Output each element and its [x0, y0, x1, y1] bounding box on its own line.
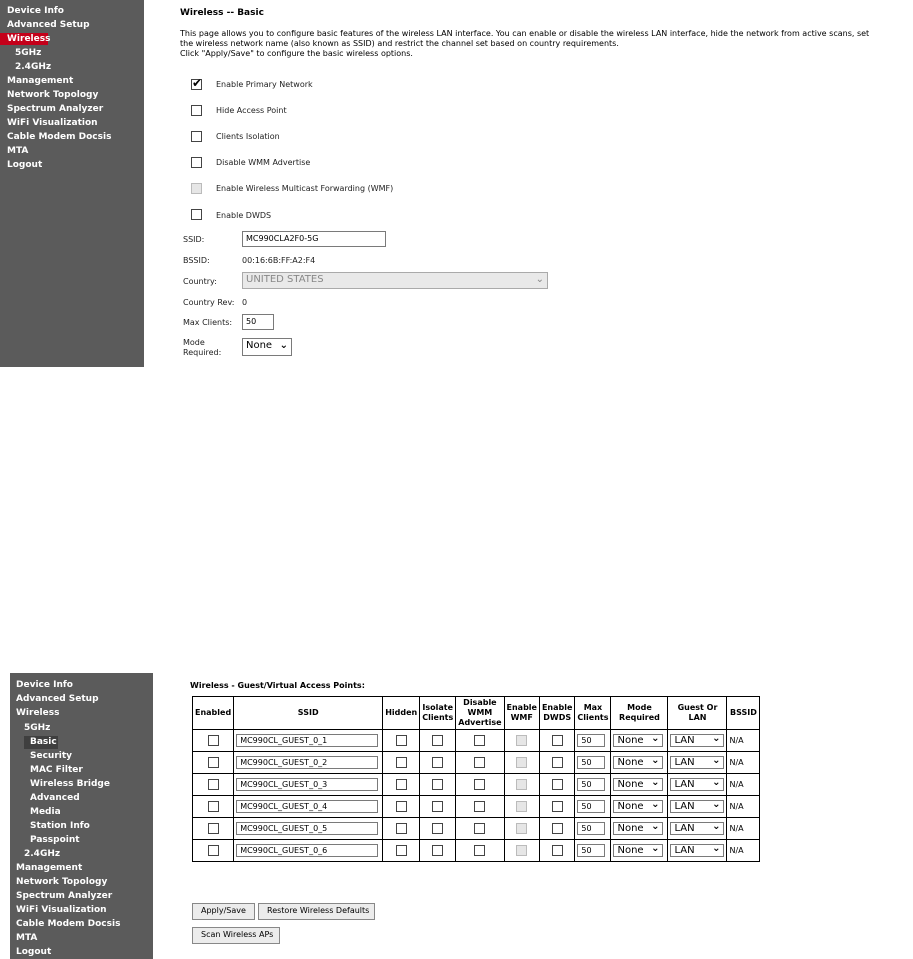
- chevron-down-icon: ⌄: [651, 755, 660, 766]
- enable-wmf-checkbox: [516, 757, 527, 768]
- enabled-checkbox[interactable]: [208, 845, 219, 856]
- enabled-checkbox[interactable]: [208, 823, 219, 834]
- isolate-clients-checkbox[interactable]: [432, 845, 443, 856]
- cell-ssid: [234, 840, 383, 862]
- ssid-input[interactable]: MC990CL_GUEST_0_2: [236, 756, 378, 769]
- nav-logout[interactable]: Logout: [7, 160, 43, 170]
- country-rev-value: 0: [242, 298, 248, 307]
- guest-or-lan-select[interactable]: [670, 778, 724, 791]
- cell-lan: [668, 752, 727, 774]
- cell-wmf: [504, 796, 539, 818]
- enable-wmf-checkbox: [191, 183, 202, 194]
- disable-wmm-checkbox[interactable]: [474, 757, 485, 768]
- enable-dwds-checkbox[interactable]: [552, 845, 563, 856]
- nav-2-4ghz[interactable]: 2.4GHz: [15, 62, 52, 72]
- mode-required-label-line1: Mode: [183, 338, 205, 347]
- page-title: Wireless -- Basic: [180, 8, 264, 18]
- scan-wireless-aps-button[interactable]: Scan Wireless APs: [192, 927, 280, 944]
- max-clients-input[interactable]: 50: [577, 734, 605, 747]
- nav-station-info[interactable]: Station Info: [30, 821, 90, 831]
- chevron-down-icon: ⌄: [712, 821, 721, 832]
- guest-or-lan-select[interactable]: [670, 756, 724, 769]
- mode-value: None: [617, 735, 644, 746]
- cell-wmm: [456, 818, 504, 840]
- hidden-checkbox[interactable]: [396, 779, 407, 790]
- country-select: [242, 272, 548, 289]
- chevron-down-icon: ⌄: [651, 733, 660, 744]
- cell-wmf: [504, 752, 539, 774]
- table-row: [193, 730, 760, 752]
- mode-required-select[interactable]: [613, 778, 663, 791]
- cell-wmm: [456, 840, 504, 862]
- cell-max: [575, 796, 611, 818]
- cell-bssid: N/A: [727, 774, 760, 796]
- nav-spectrum-analyzer[interactable]: Spectrum Analyzer: [7, 104, 104, 114]
- lan-value: LAN: [674, 845, 695, 856]
- disable-wmm-checkbox[interactable]: [474, 845, 485, 856]
- disable-wmm-advertise-label: Disable WMM Advertise: [216, 158, 311, 167]
- nav-wireless-bridge[interactable]: Wireless Bridge: [30, 779, 110, 789]
- nav-advanced-setup[interactable]: Advanced Setup: [16, 694, 99, 704]
- lan-value: LAN: [674, 735, 695, 746]
- enable-wmf-checkbox: [516, 735, 527, 746]
- nav-device-info[interactable]: Device Info: [16, 680, 73, 690]
- cell-wmm: [456, 774, 504, 796]
- cell-dwds: [539, 796, 574, 818]
- cell-hidden: [383, 818, 420, 840]
- cell-dwds: [539, 840, 574, 862]
- enable-dwds-checkbox[interactable]: [552, 823, 563, 834]
- cell-bssid: N/A: [727, 840, 760, 862]
- lan-value: LAN: [674, 757, 695, 768]
- mode-value: None: [617, 845, 644, 856]
- nav-logout[interactable]: Logout: [16, 947, 52, 957]
- nav-cable-modem-docsis[interactable]: Cable Modem Docsis: [16, 919, 121, 929]
- hidden-checkbox[interactable]: [396, 757, 407, 768]
- restore-wireless-defaults-button[interactable]: Restore Wireless Defaults: [258, 903, 375, 920]
- mode-value: None: [617, 757, 644, 768]
- table-row: [193, 840, 760, 862]
- nav-mta[interactable]: MTA: [7, 146, 29, 156]
- cell-lan: [668, 840, 727, 862]
- nav-advanced-setup[interactable]: Advanced Setup: [7, 20, 90, 30]
- cell-enabled: [193, 796, 234, 818]
- max-clients-input[interactable]: 50: [577, 844, 605, 857]
- enable-wmf-label: Enable Wireless Multicast Forwarding (WMF): [216, 184, 394, 193]
- nav-2-4ghz[interactable]: 2.4GHz: [24, 849, 61, 859]
- chevron-down-icon: ⌄: [712, 733, 721, 744]
- nav-wireless[interactable]: Wireless: [7, 34, 51, 44]
- cell-wmf: [504, 840, 539, 862]
- mode-value: None: [617, 823, 644, 834]
- guest-ap-table: [192, 696, 760, 862]
- mode-required-select[interactable]: [613, 734, 663, 747]
- ssid-input[interactable]: MC990CLA2F0-5G: [242, 231, 386, 247]
- nav-5ghz[interactable]: 5GHz: [15, 48, 42, 58]
- nav-security[interactable]: Security: [30, 751, 73, 761]
- cell-mode: [611, 796, 668, 818]
- nav-network-topology[interactable]: Network Topology: [7, 90, 99, 100]
- col-enabled: Enabled: [193, 697, 234, 730]
- cell-bssid: N/A: [727, 796, 760, 818]
- col-max-clients: Max Clients: [575, 697, 611, 730]
- cell-lan: [668, 818, 727, 840]
- col-disable-wmm: Disable WMM Advertise: [456, 697, 504, 730]
- hidden-checkbox[interactable]: [396, 735, 407, 746]
- apply-save-button[interactable]: Apply/Save: [192, 903, 255, 920]
- enabled-checkbox[interactable]: [208, 735, 219, 746]
- nav-wifi-visualization[interactable]: WiFi Visualization: [16, 905, 107, 915]
- lan-value: LAN: [674, 823, 695, 834]
- clients-isolation-label: Clients Isolation: [216, 132, 280, 141]
- cell-mode: [611, 730, 668, 752]
- nav-network-topology[interactable]: Network Topology: [16, 877, 108, 887]
- col-ssid: SSID: [234, 697, 383, 730]
- ssid-input[interactable]: MC990CL_GUEST_0_6: [236, 844, 378, 857]
- hidden-checkbox[interactable]: [396, 823, 407, 834]
- ssid-input[interactable]: MC990CL_GUEST_0_3: [236, 778, 378, 791]
- cell-dwds: [539, 752, 574, 774]
- cell-hidden: [383, 840, 420, 862]
- col-enable-dwds: Enable DWDS: [539, 697, 574, 730]
- col-guest-or-lan: Guest Or LAN: [668, 697, 727, 730]
- enable-wmf-checkbox: [516, 845, 527, 856]
- chevron-down-icon: ⌄: [712, 777, 721, 788]
- disable-wmm-checkbox[interactable]: [474, 823, 485, 834]
- nav-advanced[interactable]: Advanced: [30, 793, 80, 803]
- nav-spectrum-analyzer[interactable]: Spectrum Analyzer: [16, 891, 113, 901]
- nav-wifi-visualization[interactable]: WiFi Visualization: [7, 118, 98, 128]
- bssid-label: BSSID:: [183, 256, 210, 265]
- chevron-down-icon: ⌄: [279, 340, 288, 351]
- guest-or-lan-select[interactable]: [670, 844, 724, 857]
- mode-required-select[interactable]: [613, 844, 663, 857]
- max-clients-input[interactable]: 50: [577, 756, 605, 769]
- col-isolate-clients: Isolate Clients: [420, 697, 456, 730]
- sidebar-bottom: [10, 673, 153, 959]
- country-select-value: UNITED STATES: [246, 274, 324, 285]
- hidden-checkbox[interactable]: [396, 845, 407, 856]
- mode-value: None: [617, 779, 644, 790]
- enable-dwds-checkbox[interactable]: [552, 801, 563, 812]
- chevron-down-icon: ⌄: [651, 843, 660, 854]
- cell-max: [575, 730, 611, 752]
- cell-hidden: [383, 730, 420, 752]
- cell-max: [575, 752, 611, 774]
- cell-max: [575, 840, 611, 862]
- sidebar-top: [0, 0, 144, 367]
- guest-or-lan-select[interactable]: [670, 822, 724, 835]
- enable-wmf-checkbox: [516, 779, 527, 790]
- nav-management[interactable]: Management: [16, 863, 83, 873]
- cell-isolate: [420, 730, 456, 752]
- cell-lan: [668, 774, 727, 796]
- cell-mode: [611, 774, 668, 796]
- nav-basic[interactable]: Basic: [30, 737, 57, 747]
- country-rev-label: Country Rev:: [183, 298, 235, 307]
- isolate-clients-checkbox[interactable]: [432, 779, 443, 790]
- hidden-checkbox[interactable]: [396, 801, 407, 812]
- cell-wmm: [456, 752, 504, 774]
- nav-mta[interactable]: MTA: [16, 933, 38, 943]
- nav-cable-modem-docsis[interactable]: Cable Modem Docsis: [7, 132, 112, 142]
- ssid-label: SSID:: [183, 235, 205, 244]
- isolate-clients-checkbox[interactable]: [432, 823, 443, 834]
- cell-mode: [611, 752, 668, 774]
- ssid-input[interactable]: MC990CL_GUEST_0_4: [236, 800, 378, 813]
- cell-ssid: [234, 730, 383, 752]
- enable-dwds-checkbox[interactable]: [191, 209, 202, 220]
- enabled-checkbox[interactable]: [208, 779, 219, 790]
- chevron-down-icon: ⌄: [651, 821, 660, 832]
- table-row: [193, 818, 760, 840]
- guest-or-lan-select[interactable]: [670, 734, 724, 747]
- table-row: [193, 796, 760, 818]
- cell-isolate: [420, 752, 456, 774]
- cell-wmf: [504, 818, 539, 840]
- disable-wmm-checkbox[interactable]: [474, 735, 485, 746]
- cell-isolate: [420, 840, 456, 862]
- enable-primary-network-label: Enable Primary Network: [216, 80, 313, 89]
- cell-isolate: [420, 818, 456, 840]
- mode-required-label-line2: Required:: [183, 348, 222, 357]
- enabled-checkbox[interactable]: [208, 757, 219, 768]
- ssid-input[interactable]: MC990CL_GUEST_0_5: [236, 822, 378, 835]
- isolate-clients-checkbox[interactable]: [432, 801, 443, 812]
- chevron-down-icon: ⌄: [712, 843, 721, 854]
- cell-mode: [611, 818, 668, 840]
- max-clients-input[interactable]: 50: [577, 822, 605, 835]
- disable-wmm-checkbox[interactable]: [474, 801, 485, 812]
- mode-value: None: [617, 801, 644, 812]
- cell-ssid: [234, 774, 383, 796]
- cell-ssid: [234, 796, 383, 818]
- mode-required-value: None: [246, 340, 273, 351]
- guest-title: Wireless - Guest/Virtual Access Points:: [190, 681, 365, 690]
- nav-device-info[interactable]: Device Info: [7, 6, 64, 16]
- cell-dwds: [539, 730, 574, 752]
- col-bssid: BSSID: [727, 697, 760, 730]
- cell-dwds: [539, 774, 574, 796]
- clients-isolation-checkbox[interactable]: [191, 131, 202, 142]
- max-clients-input[interactable]: 50: [577, 800, 605, 813]
- col-enable-wmf: Enable WMF: [504, 697, 539, 730]
- cell-max: [575, 774, 611, 796]
- enable-wmf-checkbox: [516, 823, 527, 834]
- lan-value: LAN: [674, 801, 695, 812]
- page-description-apply: Click "Apply/Save" to configure the basic wireless options.: [180, 49, 413, 58]
- cell-mode: [611, 840, 668, 862]
- max-clients-input[interactable]: 50: [242, 314, 274, 330]
- cell-ssid: [234, 752, 383, 774]
- bssid-value: 00:16:6B:FF:A2:F4: [242, 256, 316, 265]
- disable-wmm-checkbox[interactable]: [474, 779, 485, 790]
- max-clients-label: Max Clients:: [183, 318, 233, 327]
- enable-wmf-checkbox: [516, 801, 527, 812]
- nav-5ghz[interactable]: 5GHz: [24, 723, 51, 733]
- cell-wmm: [456, 796, 504, 818]
- mode-required-select[interactable]: [613, 756, 663, 769]
- enable-dwds-checkbox[interactable]: [552, 735, 563, 746]
- cell-isolate: [420, 774, 456, 796]
- enable-dwds-label: Enable DWDS: [216, 211, 272, 220]
- isolate-clients-checkbox[interactable]: [432, 735, 443, 746]
- enabled-checkbox[interactable]: [208, 801, 219, 812]
- hide-access-point-label: Hide Access Point: [216, 106, 287, 115]
- cell-enabled: [193, 818, 234, 840]
- enable-dwds-checkbox[interactable]: [552, 757, 563, 768]
- chevron-down-icon: ⌄: [535, 274, 544, 285]
- cell-isolate: [420, 796, 456, 818]
- nav-mac-filter[interactable]: MAC Filter: [30, 765, 83, 775]
- cell-max: [575, 818, 611, 840]
- cell-hidden: [383, 774, 420, 796]
- mode-required-select[interactable]: [613, 822, 663, 835]
- isolate-clients-checkbox[interactable]: [432, 757, 443, 768]
- country-label: Country:: [183, 277, 217, 286]
- cell-enabled: [193, 840, 234, 862]
- chevron-down-icon: ⌄: [651, 777, 660, 788]
- cell-wmm: [456, 730, 504, 752]
- cell-enabled: [193, 752, 234, 774]
- cell-hidden: [383, 752, 420, 774]
- disable-wmm-advertise-checkbox[interactable]: [191, 157, 202, 168]
- lan-value: LAN: [674, 779, 695, 790]
- enable-dwds-checkbox[interactable]: [552, 779, 563, 790]
- nav-passpoint[interactable]: Passpoint: [30, 835, 80, 845]
- max-clients-input[interactable]: 50: [577, 778, 605, 791]
- enable-primary-network-checkbox[interactable]: ✔: [192, 76, 203, 90]
- col-mode-required: Mode Required: [611, 697, 668, 730]
- table-header-row: [193, 697, 760, 730]
- cell-ssid: [234, 818, 383, 840]
- cell-lan: [668, 730, 727, 752]
- chevron-down-icon: ⌄: [712, 755, 721, 766]
- nav-media[interactable]: Media: [30, 807, 61, 817]
- ssid-input[interactable]: MC990CL_GUEST_0_1: [236, 734, 378, 747]
- page-description: This page allows you to configure basic features of the wireless LAN interface. You can enable or disable the wireless LAN interface, hide the network from active scans, set the wireless network name (also known as SSID) and restrict the channel set based on country requirements.: [180, 29, 870, 48]
- cell-lan: [668, 796, 727, 818]
- chevron-down-icon: ⌄: [651, 799, 660, 810]
- chevron-down-icon: ⌄: [712, 799, 721, 810]
- cell-wmf: [504, 730, 539, 752]
- table-row: [193, 752, 760, 774]
- nav-management[interactable]: Management: [7, 76, 74, 86]
- cell-enabled: [193, 774, 234, 796]
- mode-required-select[interactable]: [613, 800, 663, 813]
- nav-wireless[interactable]: Wireless: [16, 708, 60, 718]
- cell-bssid: N/A: [727, 818, 760, 840]
- cell-bssid: N/A: [727, 730, 760, 752]
- col-hidden: Hidden: [383, 697, 420, 730]
- cell-dwds: [539, 818, 574, 840]
- cell-bssid: N/A: [727, 752, 760, 774]
- cell-wmf: [504, 774, 539, 796]
- table-row: [193, 774, 760, 796]
- hide-access-point-checkbox[interactable]: [191, 105, 202, 116]
- cell-hidden: [383, 796, 420, 818]
- mode-required-select[interactable]: [242, 338, 292, 356]
- cell-enabled: [193, 730, 234, 752]
- guest-or-lan-select[interactable]: [670, 800, 724, 813]
